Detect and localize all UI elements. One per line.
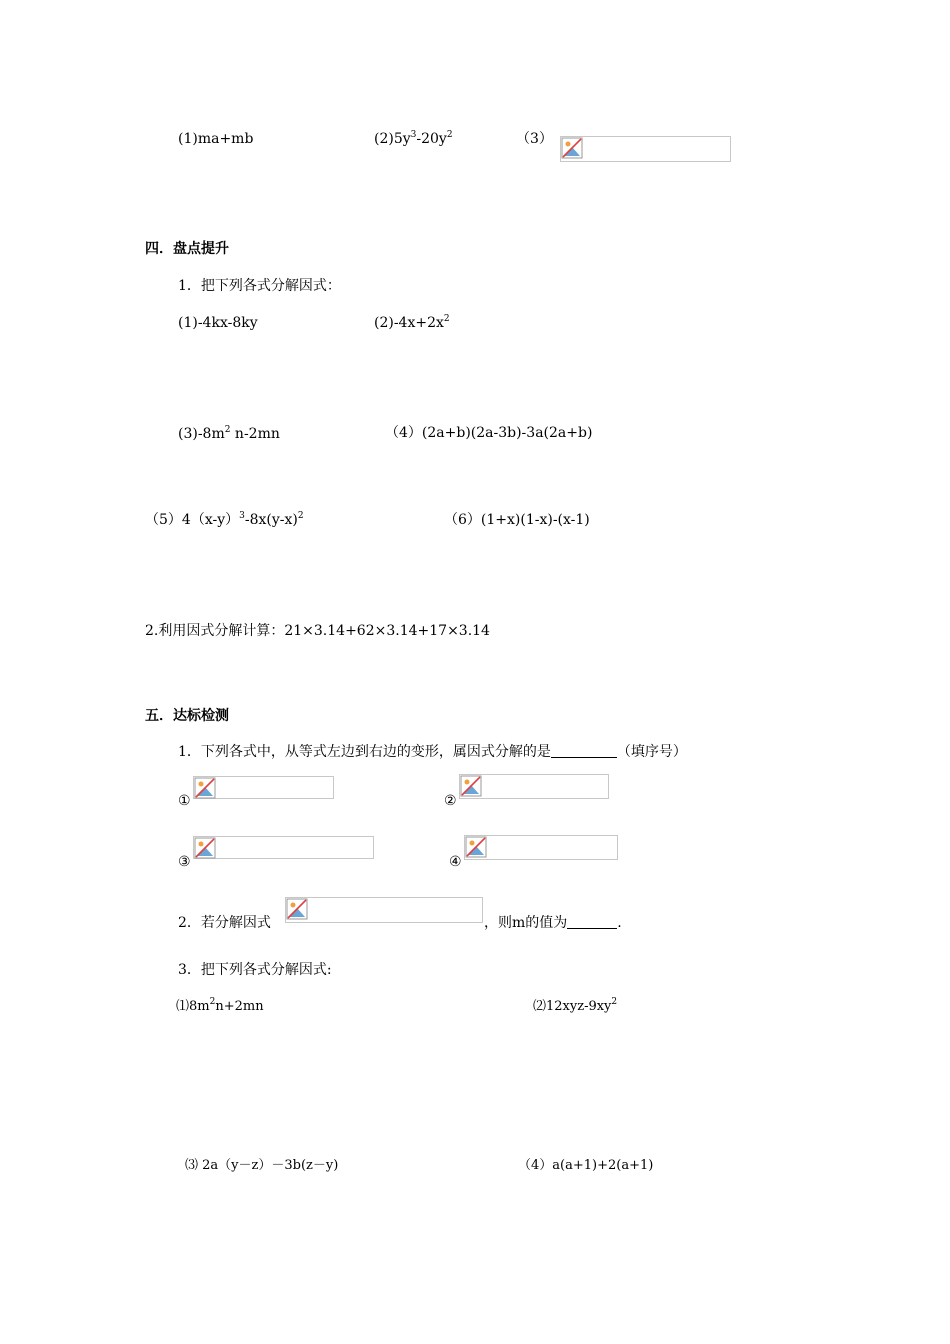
sec5-q2-suffix <box>484 914 622 932</box>
sec5-q1-title-suffix: （填序号） <box>616 744 687 760</box>
sec5-q3-item-1-exp: 2 <box>209 997 216 1007</box>
sec5-q2-prefix: 2．若分解因式 <box>178 915 271 931</box>
sec3-item-2-mid: -20y <box>416 131 447 147</box>
broken-image-icon <box>460 775 482 797</box>
option-2-label: ② <box>444 793 457 809</box>
sec5-q2-end: . <box>617 915 622 931</box>
sec5-q1-title <box>178 743 687 761</box>
sec4-q1-item-3 <box>178 425 280 443</box>
section-heading-4: 四．盘点提升 <box>145 241 229 257</box>
sec5-q1-title-text: 1．下列各式中，从等式左边到右边的变形，属因式分解的是 <box>178 744 551 760</box>
sec5-q3-item-2 <box>533 998 617 1016</box>
answer-blank[interactable] <box>567 914 617 929</box>
sec5-q3-item-2-exp: 2 <box>611 997 618 1007</box>
sec4-q1-item-5 <box>145 511 304 529</box>
broken-image-icon <box>286 898 308 920</box>
option-4-label: ④ <box>449 854 462 870</box>
sec5-q3-item-3: ⑶ 2a（y－z）－3b(z－y) <box>185 1158 339 1173</box>
sec3-item-3: （3） <box>516 131 553 147</box>
sec5-q3-title: 3．把下列各式分解因式: <box>178 962 332 978</box>
sec4-q1-item-5-a: （5）4（x-y） <box>145 512 240 528</box>
option-4-image <box>464 835 618 860</box>
sec4-q1-item-5-b: -8x(y-x) <box>244 512 298 528</box>
option-3-image <box>193 836 374 859</box>
broken-image-icon <box>194 777 216 799</box>
sec4-q1-item-2 <box>374 314 450 332</box>
sec4-q1-item-4: （4）(2a+b)(2a-3b)-3a(2a+b) <box>385 425 593 441</box>
sec5-q3-item-1-a: ⑴8m <box>176 999 210 1014</box>
sec4-q1-item-6: （6）(1+x)(1-x)-(x-1) <box>444 512 590 528</box>
sec4-q1-item-2-exp: 2 <box>443 314 450 324</box>
option-2-image <box>459 774 609 799</box>
option-3-label: ③ <box>178 854 191 870</box>
broken-image-icon <box>560 136 731 162</box>
broken-image-icon <box>465 836 487 858</box>
sec4-q1-item-3-b: n-2mn <box>230 426 280 442</box>
sec3-item-2-base: (2)5y <box>374 131 411 147</box>
option-1-image <box>193 776 334 799</box>
sec5-q3-item-2-a: ⑵12xyz-9xy <box>533 999 612 1014</box>
sec4-q1-item-3-a: (3)-8m <box>178 426 225 442</box>
sec4-q2: 2.利用因式分解计算：21×3.14+62×3.14+17×3.14 <box>145 623 490 639</box>
section-heading-5: 五．达标检测 <box>145 708 229 724</box>
answer-blank[interactable] <box>551 743 617 758</box>
sec5-q2-text: ，则m的值为 <box>484 915 568 931</box>
sec3-item-2-exp2: 2 <box>446 130 453 140</box>
sec5-q3-item-1-b: n+2mn <box>215 999 264 1014</box>
sec4-q1-title: 1．把下列各式分解因式： <box>178 278 341 294</box>
sec3-item-1: (1)ma+mb <box>178 131 254 147</box>
option-1-label: ① <box>178 793 191 809</box>
sec4-q1-item-3-exp: 2 <box>224 425 231 435</box>
sec4-q1-item-5-exp1: 3 <box>239 511 245 521</box>
sec3-item-2 <box>374 130 453 148</box>
sec5-q3-item-1 <box>176 998 264 1016</box>
sec4-q1-item-1: (1)-4kx-8ky <box>178 315 258 331</box>
sec5-q3-item-4: （4）a(a+1)+2(a+1) <box>518 1158 654 1173</box>
broken-image-icon <box>194 837 216 859</box>
sec4-q1-item-5-exp2: 2 <box>297 511 304 521</box>
sec4-q1-item-2-base: (2)-4x+2x <box>374 315 444 331</box>
q2-formula-image <box>285 897 483 923</box>
sec3-item-2-exp1: 3 <box>410 130 417 140</box>
